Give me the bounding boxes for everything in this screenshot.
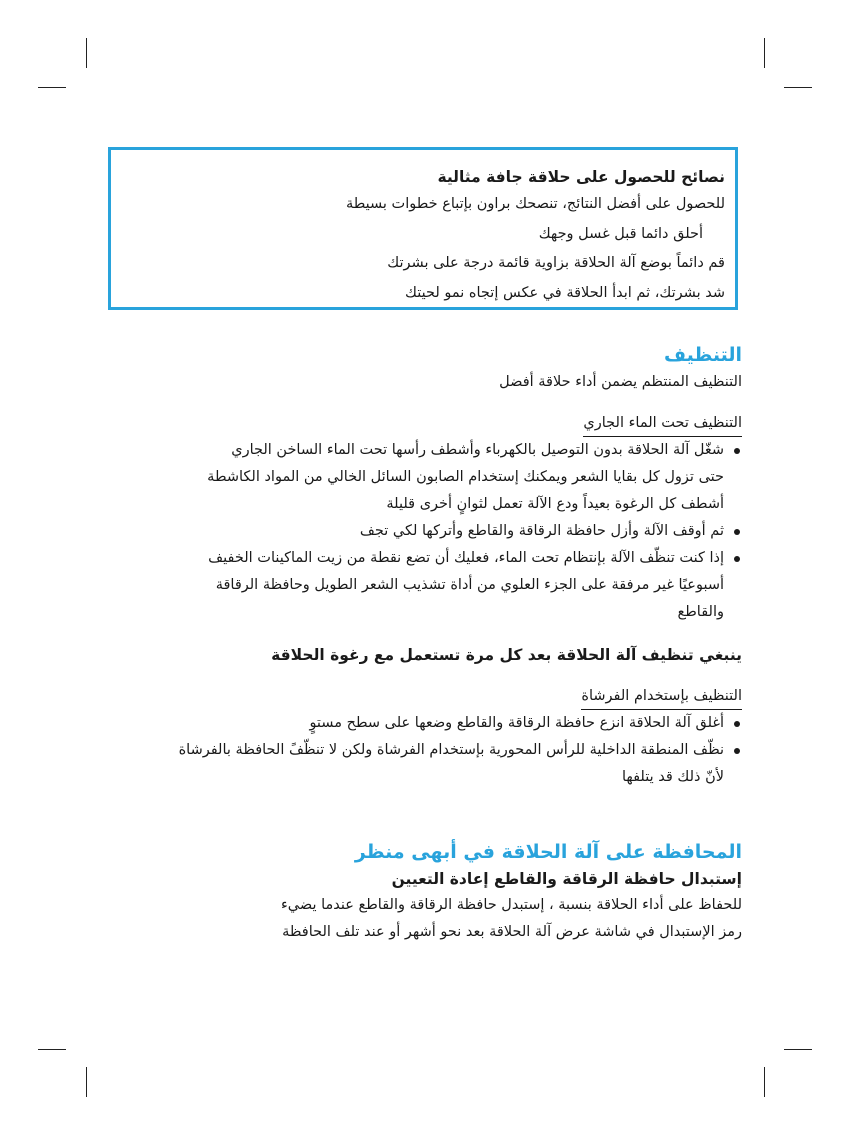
water-step-3-line-3: والقاطع xyxy=(677,604,724,620)
brush-step-2-line-2: لأنّ ذلك قد يتلفها xyxy=(621,769,724,785)
water-step-3-line-2: أسبوعيًا غير مرفقة على الجزء العلوي من أداة تشذيب الشعر الطويل وحافظة الرقاقة xyxy=(215,577,724,593)
water-step-1-line-3: أشطف كل الرغوة بعيداً ودع الآلة تعمل لثوانٍ أخرى قليلة xyxy=(386,496,724,512)
tips-title: نصائح للحصول على حلاقة جافة مثالية xyxy=(437,168,725,186)
tips-box xyxy=(108,147,738,310)
cleaning-heading: التنظيف xyxy=(663,344,742,366)
foam-cleaning-note: ينبغي تنظيف آلة الحلاقة بعد كل مرة تستعمل مع رغوة الحلاقة xyxy=(271,646,742,664)
list-item xyxy=(108,710,742,737)
replacement-subheading: إستبدال حافظة الرقاقة والقاطع إعادة التعيين xyxy=(391,870,742,888)
list-item xyxy=(108,437,742,518)
maintenance-heading: المحافظة على آلة الحلاقة في أبهى منظر xyxy=(354,841,742,863)
crop-mark xyxy=(764,1067,765,1097)
water-step-1-line-2: حتى تزول كل بقايا الشعر ويمكنك إستخدام الصابون السائل الخالي من المواد الكاشطة xyxy=(207,469,724,485)
brush-step-2-line-1: نظّف المنطقة الداخلية للرأس المحورية بإستخدام الفرشاة ولكن لا تنظّفً الحافظة بالفرشاة xyxy=(178,742,724,758)
water-step-3-line-1: إذا كنت تنظّف الآلة بإنتظام تحت الماء، فعليك أن تضع نقطة من زيت الماكينات الخفيف xyxy=(208,550,724,566)
crop-mark xyxy=(86,1067,87,1097)
crop-mark xyxy=(764,38,765,68)
list-item xyxy=(108,545,742,626)
water-step-2: ثم أوقف الآلة وأزل حافظة الرقاقة والقاطع وأتركها لكي تجف xyxy=(359,523,724,539)
cleaning-intro: التنظيف المنتظم يضمن أداء حلاقة أفضل xyxy=(499,374,742,390)
water-step-1-line-1: شغّل آلة الحلاقة بدون التوصيل بالكهرباء وأشطف رأسها تحت الماء الساخن الجاري xyxy=(231,442,724,458)
list-item xyxy=(108,518,742,545)
brush-subheading: التنظيف بإستخدام الفرشاة xyxy=(581,684,742,710)
crop-mark xyxy=(38,87,66,88)
water-subheading: التنظيف تحت الماء الجاري xyxy=(583,411,742,437)
tips-step-2: قم دائماً بوضع آلة الحلاقة بزاوية قائمة درجة على بشرتك xyxy=(387,255,725,271)
cleaning-section xyxy=(108,341,742,791)
maintenance-section xyxy=(108,838,742,946)
crop-mark xyxy=(38,1049,66,1050)
replacement-text-line-2: رمز الإستبدال في شاشة عرض آلة الحلاقة بعد نحو أشهر أو عند تلف الحافظة xyxy=(282,924,742,940)
crop-mark xyxy=(784,1049,812,1050)
water-steps-list xyxy=(108,437,742,626)
tips-step-3: شد بشرتك، ثم ابدأ الحلاقة في عكس إتجاه نمو لحيتك xyxy=(405,284,725,301)
list-item xyxy=(108,737,742,791)
tips-step-1: أحلق دائما قبل غسل وجهك xyxy=(538,225,703,242)
tips-intro: للحصول على أفضل النتائج، تنصحك براون بإتباع خطوات بسيطة xyxy=(345,196,725,212)
crop-mark xyxy=(784,87,812,88)
brush-steps-list xyxy=(108,710,742,791)
brush-step-1: أغلق آلة الحلاقة انزع حافظة الرقاقة والقاطع وضعها على سطح مستوٍ xyxy=(309,715,724,731)
crop-mark xyxy=(86,38,87,68)
replacement-text-line-1: للحفاظ على أداء الحلاقة بنسبة ، إستبدل حافظة الرقاقة والقاطع عندما يضيء xyxy=(280,897,742,913)
